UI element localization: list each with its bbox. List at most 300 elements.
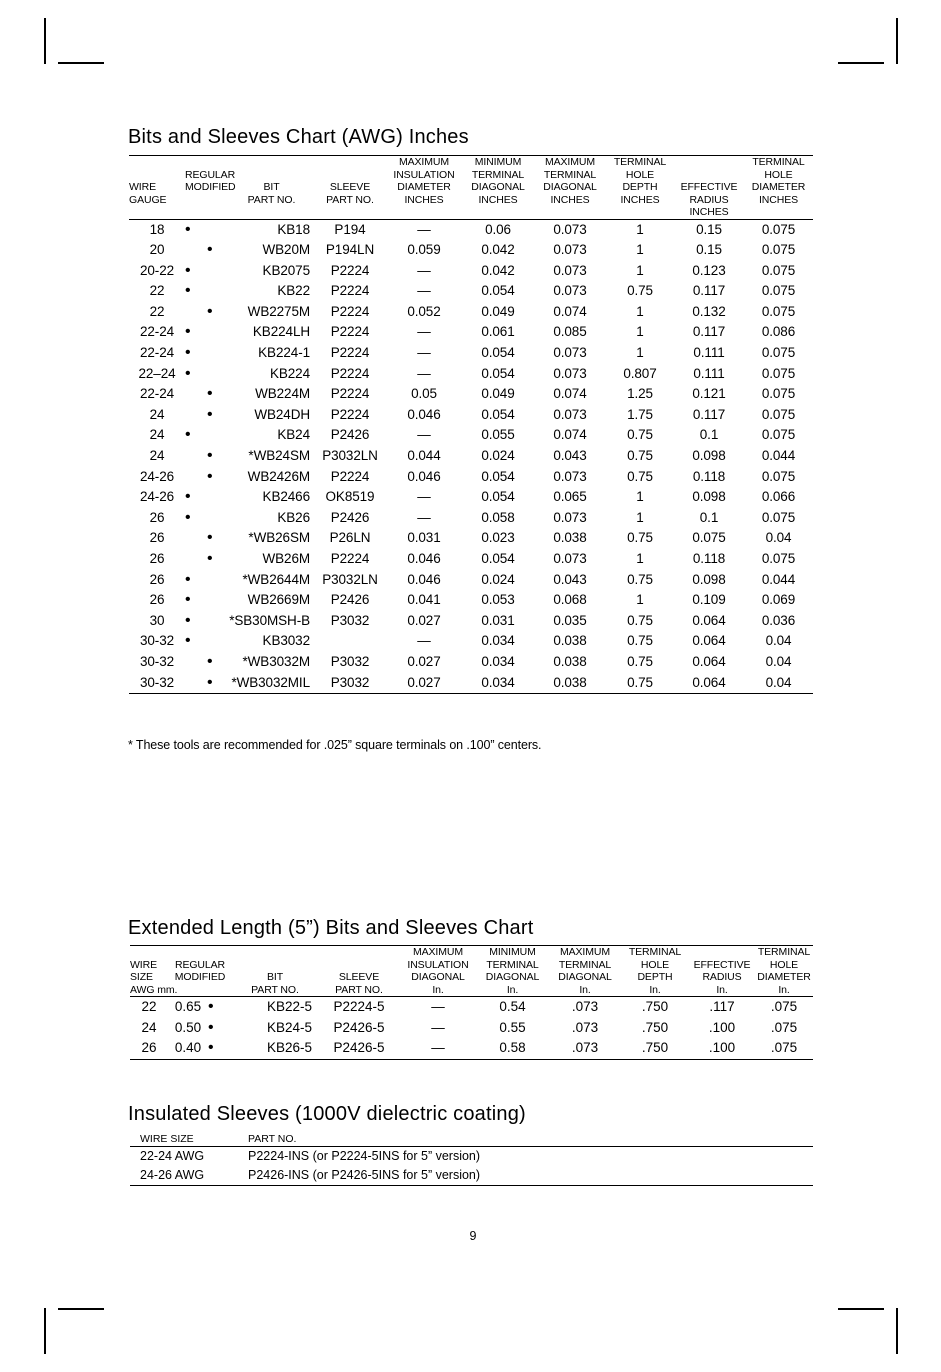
table-row	[129, 281, 813, 302]
ext-header-row-3	[130, 971, 813, 984]
cell-regular-dot: •	[208, 1039, 214, 1057]
ext-header-terminal-hole-l2: HOLE	[640, 958, 670, 971]
cell-regular-dot: •	[185, 508, 191, 526]
ext-header-size: SIZE	[130, 971, 153, 983]
header-effective-radius-l5: INCHES	[689, 206, 729, 218]
cell-part-no: P2224-INS (or P2224-5INS for 5” version)	[248, 1149, 481, 1163]
cell-terminal-hole-depth: .750	[641, 1040, 669, 1056]
ext-header-terminal-hole-l4: In.	[649, 983, 661, 996]
cell-sleeve-part-no: P2426-5	[333, 1040, 385, 1056]
cell-bit-part-no: KB24-5	[266, 1019, 312, 1035]
cell-bit-part-no: KB24	[277, 427, 310, 443]
cell-bit-part-no: *WB2644M	[242, 571, 310, 587]
cell-effective-radius: 0.1	[699, 427, 719, 443]
header-max-insulation-l2: INSULATION	[393, 168, 455, 181]
cell-regular-dot	[185, 240, 207, 261]
cell-effective-radius: 0.1	[699, 509, 719, 525]
cell-wire-gauge: 30	[149, 612, 165, 628]
cell-max-insulation-diameter: —	[417, 427, 431, 443]
ext-header-min-terminal-l4: In.	[506, 983, 519, 996]
cell-max-terminal-diagonal: 0.073	[553, 509, 587, 525]
cell-regular-dot	[185, 673, 207, 694]
cell-max-terminal-diagonal: 0.073	[553, 468, 587, 484]
cell-max-terminal-diagonal: 0.073	[553, 406, 587, 422]
cell-sleeve-part-no: OK8519	[325, 489, 375, 505]
cell-max-insulation-diameter: 0.027	[407, 653, 441, 669]
cell-terminal-hole-depth: 1	[636, 242, 644, 258]
ext-header-terminal-hole-dia-l2: HOLE	[769, 958, 799, 971]
cell-bit-part-no: KB2075	[262, 262, 310, 278]
header-blank	[744, 206, 813, 219]
table-row	[129, 220, 813, 241]
cell-sleeve-part-no: P2426-5	[333, 1019, 385, 1035]
header-min-terminal-l4: INCHES	[478, 193, 518, 206]
cell-wire-gauge: 26	[149, 509, 165, 525]
cell-effective-radius: 0.064	[692, 612, 726, 628]
header-max-terminal-l4: INCHES	[550, 193, 590, 206]
cell-effective-radius: 0.111	[693, 345, 725, 361]
cell-terminal-hole-diameter: 0.086	[761, 324, 796, 340]
header-sleeve-l2: PART NO.	[326, 193, 374, 206]
cell-regular-dot	[185, 446, 207, 467]
cell-terminal-hole-depth: 0.75	[627, 633, 653, 649]
cell-terminal-hole-depth: 1	[636, 303, 644, 319]
table-row	[129, 590, 813, 611]
cell-max-terminal-diagonal: .073	[571, 999, 599, 1014]
table-row	[130, 997, 813, 1018]
cell-sleeve-part-no: P2224	[330, 551, 370, 566]
cell-max-insulation-diameter: —	[417, 283, 431, 299]
header-min-terminal-l1: MINIMUM	[474, 156, 522, 168]
header-blank	[318, 959, 400, 972]
table-rule	[130, 1059, 813, 1060]
cell-min-terminal-diagonal: 0.054	[481, 468, 515, 484]
cell-bit-part-no: KB224LH	[252, 324, 310, 340]
cell-regular-dot	[185, 467, 207, 488]
cell-terminal-hole-diameter: 0.075	[761, 386, 796, 402]
cell-min-terminal-diagonal: 0.55	[499, 1019, 526, 1035]
cell-wire-gauge: 22–24	[138, 365, 176, 381]
header-blank	[207, 194, 229, 207]
cell-max-terminal-diagonal: 0.038	[553, 633, 587, 649]
header-terminal-hole-dia-l4: INCHES	[758, 193, 799, 206]
cell-bit-part-no: KB18	[277, 221, 310, 237]
cell-sleeve-part-no: P3032LN	[322, 448, 378, 464]
cell-terminal-hole-diameter: .075	[770, 1019, 798, 1035]
header-effective-radius-l2	[674, 169, 744, 182]
cell-modified-dot: •	[207, 467, 213, 485]
header-blank	[185, 156, 207, 169]
header-blank	[129, 156, 185, 169]
cell-terminal-hole-depth: .750	[641, 999, 669, 1014]
cell-sleeve-part-no: P3032LN	[322, 571, 378, 587]
cell-sleeve-part-no: P2224	[330, 468, 370, 484]
cell-effective-radius: 0.098	[692, 489, 726, 505]
table-row	[129, 322, 813, 343]
cell-regular-dot: •	[185, 611, 191, 629]
cell-max-terminal-diagonal: 0.065	[553, 489, 587, 505]
cell-regular-dot	[185, 405, 207, 426]
table-row	[130, 1018, 813, 1039]
cell-max-insulation-diameter: 0.027	[407, 674, 441, 690]
cell-max-insulation-diameter: 0.046	[407, 551, 441, 566]
cell-terminal-hole-diameter: 0.075	[761, 242, 796, 258]
table-row	[130, 1166, 813, 1186]
header-blank	[462, 206, 534, 219]
header-blank	[207, 206, 229, 219]
cell-modified-dot	[207, 343, 229, 364]
cell-max-terminal-diagonal: .073	[571, 1019, 599, 1035]
cell-terminal-hole-diameter: 0.075	[761, 345, 796, 361]
header-min-terminal-l2: TERMINAL	[471, 168, 525, 181]
cell-min-terminal-diagonal: 0.034	[481, 653, 515, 669]
cell-bit-part-no: WB2426M	[247, 468, 310, 484]
insulated-sleeves-table	[130, 1133, 813, 1186]
cell-wire-gauge: 20-22	[139, 262, 175, 278]
cell-max-insulation-diameter: 0.044	[407, 448, 441, 464]
header-sleeve-l1: SLEEVE	[329, 181, 371, 193]
cell-terminal-hole-depth: 0.75	[627, 674, 653, 690]
cell-bit-part-no: *WB3032MIL	[231, 674, 310, 690]
cell-sleeve-part-no: P2224	[330, 365, 370, 381]
cell-effective-radius: 0.109	[692, 592, 726, 608]
cell-max-insulation-diagonal: —	[431, 1040, 445, 1056]
cell-mm-size: 0.50	[174, 1019, 202, 1035]
cell-mm-size: 0.65	[174, 999, 202, 1014]
cell-sleeve-part-no: P2224	[330, 324, 370, 340]
table-row	[129, 549, 813, 570]
cell-sleeve-part-no: P3032	[330, 653, 370, 669]
cell-sleeve-part-no: P2224	[330, 386, 370, 402]
cell-max-terminal-diagonal: 0.038	[553, 674, 587, 690]
table-row	[129, 302, 813, 323]
cell-wire-gauge: 24	[149, 448, 165, 464]
cell-terminal-hole-diameter: 0.036	[761, 612, 796, 628]
cell-max-terminal-diagonal: 0.073	[553, 221, 587, 237]
cell-modified-dot	[207, 261, 229, 282]
ext-header-modified: MODIFIED	[174, 971, 226, 983]
cell-terminal-hole-depth: 1	[636, 262, 644, 278]
cell-regular-dot: •	[185, 591, 191, 609]
header-effective-radius-l3: EFFECTIVE	[680, 181, 738, 193]
header-max-insulation-l4: INCHES	[404, 193, 444, 206]
cell-bit-part-no: KB2466	[262, 489, 310, 505]
cell-terminal-hole-depth: 0.75	[627, 530, 653, 546]
cell-effective-radius: 0.118	[692, 468, 726, 484]
cell-terminal-hole-depth: 0.75	[627, 653, 653, 669]
cell-effective-radius: .117	[709, 999, 735, 1014]
main-table-body	[129, 220, 813, 694]
cell-terminal-hole-diameter: 0.075	[761, 509, 796, 525]
ext-header-row-4	[130, 984, 813, 997]
ins-header-part-no: PART NO.	[248, 1133, 297, 1145]
cell-min-terminal-diagonal: 0.034	[481, 633, 515, 649]
ext-header-min-terminal-l3: DIAGONAL	[485, 971, 540, 983]
cell-modified-dot: •	[207, 673, 213, 691]
cell-max-terminal-diagonal: 0.035	[553, 612, 587, 628]
cell-modified-dot: •	[207, 550, 213, 567]
cell-modified-dot: •	[207, 385, 213, 403]
cell-modified-dot: •	[207, 405, 213, 423]
header-max-insulation-l1: MAXIMUM	[398, 156, 450, 168]
cell-modified-dot	[207, 425, 229, 446]
header-terminal-hole-l2: HOLE	[625, 168, 655, 181]
cell-modified-dot	[207, 590, 229, 611]
table-row	[129, 487, 813, 508]
cell-max-insulation-diameter: 0.046	[407, 571, 441, 587]
cell-min-terminal-diagonal: 0.049	[481, 303, 515, 319]
cell-terminal-hole-diameter: 0.044	[761, 571, 796, 587]
header-blank	[689, 946, 755, 959]
ext-header-max-terminal-l4: In.	[579, 983, 591, 996]
cell-min-terminal-diagonal: 0.054	[481, 406, 515, 422]
header-terminal-hole-l3: DEPTH	[622, 181, 658, 193]
cell-sleeve-part-no: P2224	[330, 283, 370, 299]
cell-max-terminal-diagonal: 0.043	[553, 448, 587, 464]
cell-wire-gauge: 20	[149, 242, 165, 258]
cell-bit-part-no: WB26M	[262, 551, 310, 566]
header-blank	[534, 206, 606, 219]
cell-min-terminal-diagonal: 0.049	[481, 386, 515, 402]
cell-terminal-hole-depth: 1.75	[627, 406, 653, 422]
ext-header-max-insulation-l3: DIAGONAL	[411, 971, 465, 983]
cell-bit-part-no: KB22-5	[266, 999, 312, 1014]
cell-wire-gauge: 24-26	[139, 468, 175, 484]
cell-min-terminal-diagonal: 0.054	[481, 489, 515, 505]
cell-bit-part-no: KB22	[277, 283, 310, 299]
header-terminal-hole-dia-l3: DIAMETER	[751, 181, 806, 193]
cell-min-terminal-diagonal: 0.054	[481, 345, 515, 361]
cell-effective-radius: 0.075	[692, 530, 726, 546]
cell-wire-size: 22-24 AWG	[140, 1149, 205, 1163]
cell-max-terminal-diagonal: 0.043	[553, 571, 587, 587]
cell-min-terminal-diagonal: 0.06	[485, 221, 511, 237]
cell-bit-part-no: KB224-1	[258, 345, 310, 361]
cell-modified-dot	[207, 487, 229, 508]
cell-terminal-hole-depth: 1	[636, 221, 644, 237]
cell-effective-radius: 0.064	[692, 674, 726, 690]
cell-awg-size: 22	[141, 999, 157, 1014]
table-row	[129, 364, 813, 385]
cell-min-terminal-diagonal: 0.054	[481, 365, 515, 381]
header-blank	[129, 169, 185, 182]
cell-max-insulation-diameter: —	[417, 633, 431, 649]
cell-modified-dot	[207, 631, 229, 652]
table-rule	[129, 694, 813, 695]
header-terminal-hole-dia-l1: TERMINAL	[752, 156, 805, 168]
cell-sleeve-part-no: P2224	[330, 345, 370, 361]
cell-effective-radius: 0.121	[692, 386, 726, 402]
cell-max-terminal-diagonal: 0.074	[553, 303, 587, 319]
table-header-row-3	[129, 181, 813, 194]
cell-wire-gauge: 26	[149, 530, 165, 546]
table-row	[129, 528, 813, 549]
cell-modified-dot	[207, 322, 229, 343]
cell-effective-radius: 0.117	[692, 406, 726, 422]
cell-effective-radius: 0.123	[692, 262, 726, 278]
cell-max-insulation-diameter: 0.027	[407, 612, 441, 628]
cell-effective-radius: 0.117	[692, 283, 726, 299]
cell-sleeve-part-no: P3032	[330, 674, 370, 690]
table-row	[130, 1147, 813, 1166]
table-row	[130, 1038, 813, 1059]
cell-wire-gauge: 22-24	[139, 345, 175, 361]
main-table-footnote: * These tools are recommended for .025” square terminals on .100” centers.	[128, 738, 542, 752]
cell-terminal-hole-diameter: 0.075	[761, 406, 796, 422]
ext-header-effective-radius-l1: EFFECTIVE	[693, 958, 751, 971]
ext-header-max-insulation-l2: INSULATION	[407, 958, 469, 971]
cell-wire-gauge: 26	[149, 571, 165, 587]
header-terminal-hole-l1: TERMINAL	[613, 156, 667, 168]
cell-bit-part-no: *SB30MSH-B	[229, 612, 310, 628]
cell-effective-radius: .100	[708, 1019, 736, 1035]
cell-terminal-hole-diameter: 0.075	[761, 427, 796, 443]
extended-length-table	[130, 945, 813, 1060]
cell-sleeve-part-no: P2224	[330, 262, 370, 278]
cell-terminal-hole-diameter: .075	[770, 1040, 798, 1056]
cell-modified-dot: •	[207, 241, 213, 259]
cell-max-insulation-diameter: 0.041	[407, 592, 441, 608]
header-blank	[229, 169, 314, 182]
header-blank	[232, 946, 318, 959]
cell-terminal-hole-diameter: 0.04	[765, 530, 792, 546]
cell-max-insulation-diameter: —	[417, 365, 431, 381]
header-wire: WIRE	[129, 181, 157, 193]
cell-max-insulation-diameter: 0.046	[407, 468, 441, 484]
cell-max-insulation-diameter: 0.046	[407, 406, 441, 422]
header-blank	[318, 946, 400, 959]
cell-modified-dot	[207, 611, 229, 632]
ext-header-terminal-hole-dia-l4: In.	[778, 983, 790, 996]
cell-min-terminal-diagonal: 0.054	[481, 283, 515, 299]
header-max-terminal-l2: TERMINAL	[543, 168, 597, 181]
ext-header-row-1	[130, 946, 813, 959]
table-header-row-2	[129, 169, 813, 182]
ext-header-max-insulation-l4: In.	[432, 983, 444, 996]
cell-terminal-hole-diameter: 0.066	[761, 489, 796, 505]
cell-regular-dot	[185, 652, 207, 673]
table-row	[129, 240, 813, 261]
table-row	[129, 343, 813, 364]
cell-max-insulation-diagonal: —	[431, 999, 445, 1014]
cell-regular-dot: •	[208, 998, 214, 1015]
table-row	[129, 570, 813, 591]
cell-awg-size: 26	[141, 1040, 157, 1056]
cell-bit-part-no: KB26-5	[266, 1040, 312, 1056]
cell-min-terminal-diagonal: 0.024	[481, 448, 515, 464]
cell-regular-dot	[185, 549, 207, 570]
cell-regular-dot: •	[185, 632, 191, 650]
table-row	[129, 652, 813, 673]
ext-header-terminal-hole-dia-l1: TERMINAL	[757, 946, 811, 958]
ext-header-bit-l2: PART NO.	[251, 983, 299, 996]
ext-header-effective-radius-l2: RADIUS	[702, 971, 742, 983]
cell-sleeve-part-no: P2426	[330, 427, 370, 443]
cell-sleeve-part-no: P2426	[330, 592, 370, 608]
cell-sleeve-part-no: P2224	[330, 303, 370, 319]
cell-wire-gauge: 22	[149, 283, 165, 299]
header-blank	[207, 156, 229, 169]
cell-effective-radius: 0.111	[693, 365, 725, 381]
cell-wire-gauge: 24	[149, 427, 165, 443]
cell-terminal-hole-depth: 1	[636, 324, 644, 340]
cell-min-terminal-diagonal: 0.042	[481, 242, 515, 258]
cell-max-insulation-diameter: —	[417, 262, 431, 278]
cell-regular-dot	[185, 528, 207, 549]
cell-modified-dot: •	[207, 302, 213, 320]
cell-sleeve-part-no: P194LN	[325, 242, 375, 258]
cell-min-terminal-diagonal: 0.024	[481, 571, 515, 587]
cell-modified-dot	[207, 364, 229, 385]
cell-terminal-hole-depth: .750	[641, 1019, 669, 1035]
cell-max-insulation-diagonal: —	[431, 1019, 445, 1035]
crop-mark-bottom-right	[838, 1294, 898, 1354]
extended-table-body	[130, 997, 813, 1059]
cell-effective-radius: 0.118	[692, 551, 726, 566]
cell-regular-dot: •	[185, 426, 191, 444]
table-row	[129, 508, 813, 529]
ext-header-effective-radius-l3: In.	[716, 983, 728, 996]
cell-sleeve-part-no: P2426	[330, 509, 370, 525]
cell-bit-part-no: WB20M	[262, 242, 310, 258]
ins-header-wire-size: WIRE SIZE	[140, 1133, 194, 1145]
cell-max-terminal-diagonal: 0.073	[553, 262, 587, 278]
cell-regular-dot: •	[185, 323, 191, 341]
header-modified: MODIFIED	[185, 181, 236, 193]
ext-header-wire: WIRE	[130, 958, 158, 971]
cell-min-terminal-diagonal: 0.034	[481, 674, 515, 690]
cell-regular-dot: •	[185, 282, 191, 300]
ext-header-terminal-hole-l3: DEPTH	[637, 971, 673, 983]
cell-bit-part-no: WB2669M	[247, 592, 310, 608]
ext-header-row-2	[130, 959, 813, 972]
cell-part-no: P2426-INS (or P2426-5INS for 5” version)	[248, 1168, 481, 1182]
cell-terminal-hole-diameter: 0.044	[761, 448, 796, 464]
cell-wire-gauge: 26	[149, 592, 165, 608]
cell-max-terminal-diagonal: 0.085	[553, 324, 587, 340]
cell-effective-radius: 0.15	[696, 242, 722, 258]
header-min-terminal-l3: DIAGONAL	[471, 181, 525, 193]
header-max-terminal-l1: MAXIMUM	[544, 156, 596, 168]
cell-bit-part-no: WB24DH	[254, 406, 310, 422]
header-blank	[386, 206, 462, 219]
header-blank	[129, 206, 185, 219]
header-terminal-hole-dia-l2: HOLE	[764, 168, 793, 181]
cell-wire-gauge: 18	[149, 221, 165, 237]
header-blank	[606, 206, 674, 219]
cell-effective-radius: 0.098	[692, 571, 726, 587]
cell-wire-gauge: 24	[149, 406, 165, 422]
cell-terminal-hole-diameter: 0.04	[765, 633, 792, 649]
cell-regular-dot	[185, 302, 207, 323]
cell-effective-radius: .100	[708, 1040, 736, 1056]
cell-wire-gauge: 22	[149, 303, 165, 319]
table-rule	[130, 1186, 813, 1187]
cell-max-terminal-diagonal: 0.073	[553, 345, 587, 361]
cell-max-terminal-diagonal: 0.068	[553, 592, 587, 608]
cell-regular-dot: •	[185, 261, 191, 279]
header-max-insulation-l3: DIAMETER	[397, 181, 451, 193]
main-chart-title: Bits and Sleeves Chart (AWG) Inches	[128, 126, 469, 148]
cell-sleeve-part-no: P2224	[330, 406, 370, 422]
table-row	[129, 673, 813, 694]
cell-terminal-hole-depth: 1	[636, 345, 644, 361]
cell-terminal-hole-diameter: 0.075	[761, 303, 796, 319]
cell-regular-dot: •	[208, 1018, 214, 1036]
table-row	[129, 261, 813, 282]
header-regular: REGULAR	[185, 168, 236, 181]
cell-modified-dot: •	[207, 652, 213, 670]
